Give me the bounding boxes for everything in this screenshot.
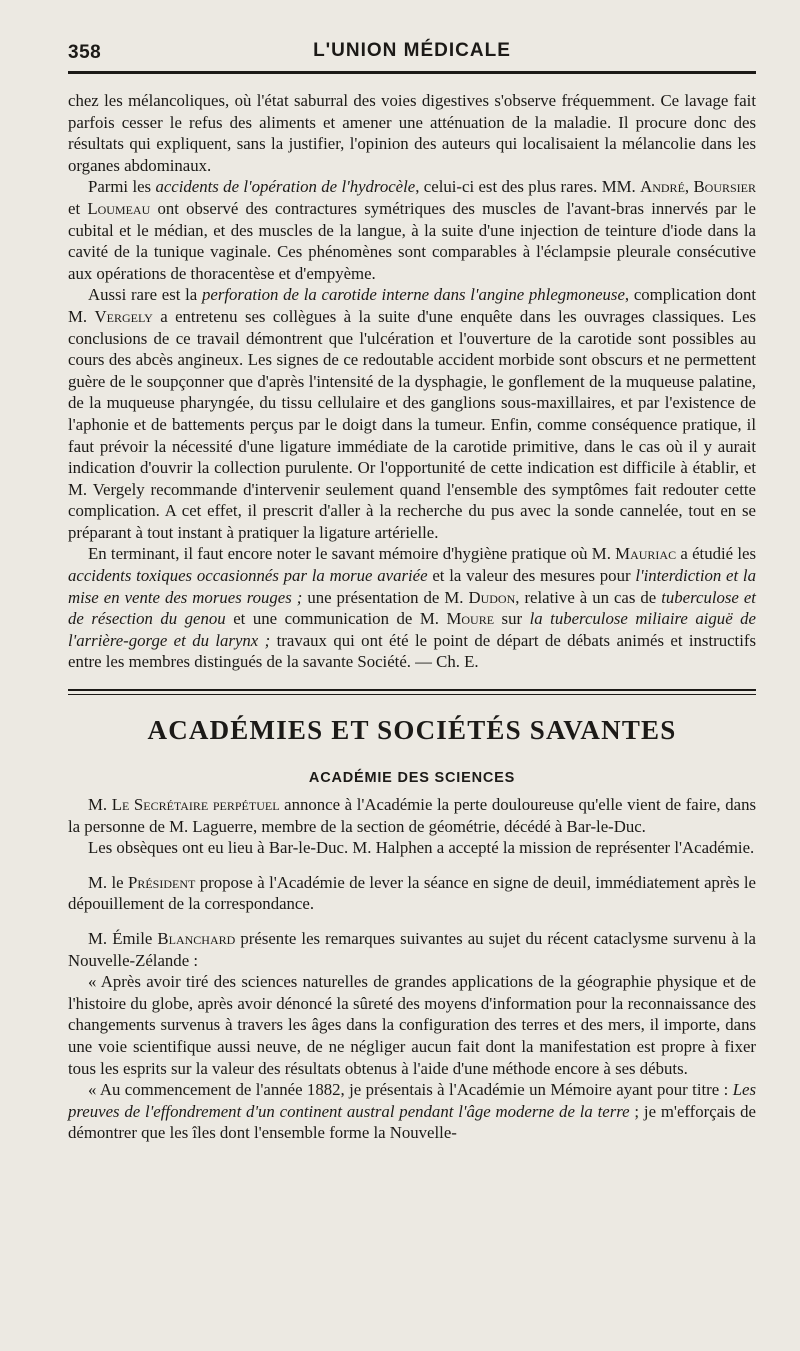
author-name: Moure [446, 609, 495, 629]
text-run: perforation de la carotide interne dans l'angine phlegmoneuse [201, 285, 625, 305]
section-subtitle: ACADÉMIE DES SCIENCES [308, 770, 516, 787]
text-run: présente les remarques suivantes au sujet du récent cataclysme survenu à la Nouvelle-Zélande : [68, 929, 757, 970]
paragraph-president [68, 872, 756, 915]
text-run: a entretenu ses collègues à la suite d'une enquête dans les ouvrages classiques. Les conclusions de ce travail démontrent que l'ulcération et l'ouverture de la carotide sont possibles au cours des abcès angineux. Les signes de ce redoutable accident morbide sont obscurs et ne permettent guère de le soupçonner que d'après l'intensité de la dysphagie, le gonflement de la muqueuse palatine, de la muqueuse pharyngée, du tissu cellulaire et des ganglions sous-maxillaires, et par l'existence de l'aphonie et de battements perçus par le doigt dans la tumeur. Enfin, comme conséquence pratique, il faut prévoir la nécessité d'une ligature immédiate de la carotide primitive, dans le cas où il y aurait indication d'ouvrir la collection purulente. Or l'opportunité de cette indication est difficile à établir, et M. Vergely recommande d'intervenir seulement quand l'ensemble des symptômes fait redouter cette complication. A cet effet, il prescrit d'aller à la recherche du pus avec la sonde cannelée, tout en se préparant à tout instant à pratiquer la ligature artérielle. [68, 306, 756, 542]
text-run: sur [494, 609, 530, 629]
text-run: travaux qui ont été le point de départ de débats animés et instructifs entre les membres distingués de la savante Société. — Ch. E. [68, 630, 757, 672]
author-name: Le Secrétaire perpétuel [111, 795, 280, 815]
text-run: M. Émile [88, 929, 158, 948]
page-number: 358 [68, 42, 102, 63]
text-run: propose à l'Académie de lever la séance en signe de deuil, immédiatement après le dépouillement de la correspondance. [68, 872, 757, 914]
text-run: M. [88, 795, 112, 815]
paragraph-hydrocele [68, 176, 756, 284]
text-run: une présentation de M. [302, 587, 469, 607]
text-run: chez les mélancoliques, où l'état saburral des voies digestives s'observe fréquemment. Ce lavage fait parfois cesser le refus des aliments et amener une atténuation de la maladie. Il procure donc des résultats qui expliquent, sans la justifier, l'opinion des auteurs qui localisaient la mélancolie dans les organes abdominaux. [68, 91, 756, 175]
journal-title: L'UNION MÉDICALE [313, 40, 511, 61]
author-name: Loumeau [87, 198, 151, 218]
author-name: Blanchard [157, 929, 236, 948]
text-run: , celui-ci est des plus rares. MM. [415, 177, 641, 197]
author-name: Mauriac [615, 544, 677, 564]
text-run: Les preuves de l'effondrement d'un continent austral pendant l'âge moderne de la terre [68, 1080, 756, 1121]
section-title: ACADÉMIES ET SOCIÉTÉS SAVANTES [147, 715, 677, 746]
text-run: accidents toxiques occasionnés par la morue avariée [68, 566, 428, 586]
header-rule [68, 71, 756, 74]
author-name: Vergely [94, 306, 153, 326]
text-run: et une communication de M. [225, 609, 447, 629]
text-run: ont observé des contractures symétriques des muscles de l'avant-bras innervés par le cubital et le médian, et des muscles de la langue, à la suite d'une injection de teinture d'iode dans la cavité de la tunique vaginale. Ces phénomènes sont comparables à l'éclampsie pleurale consécutive aux opérations de thoracentèse et d'empyème. [68, 198, 757, 283]
text-run: , complication dont M. [68, 285, 757, 326]
paragraph-blanchard [68, 928, 756, 971]
text-run: a étudié les [676, 544, 756, 564]
paragraph-quote-sciences [68, 971, 756, 1079]
text-run: , relative à un cas de [515, 587, 662, 607]
author-name: André [640, 177, 685, 197]
text-run: la tuberculose miliaire aiguë de l'arrière-gorge et du larynx ; [68, 609, 757, 650]
text-run: accidents de l'opération de l'hydrocèle [155, 177, 416, 197]
text-run: M. le [88, 872, 129, 892]
paragraph-quote-memoire [68, 1079, 756, 1144]
paragraph-obseques [68, 837, 756, 859]
text-run: et la valeur des mesures pour [427, 566, 636, 586]
text-run: et [68, 198, 88, 218]
paragraph-hygiene [68, 543, 756, 673]
section-divider [68, 689, 756, 695]
text-run: tuberculose et de résection du genou [68, 587, 756, 629]
text-run: Les obsèques ont eu lieu à Bar-le-Duc. M. Halphen a accepté la mission de représenter l'Académie. [88, 838, 755, 858]
text-run: Parmi les [88, 177, 156, 197]
text-run: annonce à l'Académie la perte douloureuse qu'elle vient de faire, dans la personne de M. Laguerre, membre de la section de géométrie, décédé à Bar-le-Duc. [68, 795, 756, 836]
text-run: En terminant, il faut encore noter le savant mémoire d'hygiène pratique où M. [88, 544, 616, 564]
text-run: « Au commencement de l'année 1882, je présentais à l'Académie un Mémoire ayant pour titre : [88, 1080, 733, 1100]
paragraph-secretaire [68, 794, 756, 837]
author-name: Président [128, 872, 196, 892]
text-run: , [684, 177, 694, 197]
author-name: Boursier [693, 177, 757, 197]
author-name: Dudon [468, 587, 516, 607]
text-run: ; je m'efforçais de démontrer que les îles dont l'ensemble forme la Nouvelle- [68, 1101, 756, 1143]
text-run: Aussi rare est la [88, 285, 202, 305]
paragraph-carotide [68, 284, 756, 543]
text-run: l'interdiction et la mise en vente des morues rouges ; [68, 566, 756, 607]
text-run: « Après avoir tiré des sciences naturelles de grandes applications de la géographie physique et de l'histoire du globe, après avoir dénoncé la sûreté des moyens d'information pour la reconnaissance des changements survenus à travers les âges dans la configuration des terres et des mers, il importe, dans une voie scientifique aussi neuve, de ne négliger aucun fait dont la manifestation est propre à fixer tous les esprits sur la valeur des résultats obtenus à l'aide d'une méthode encore à ses débuts. [68, 972, 756, 1078]
paragraph-melancolie [68, 90, 756, 176]
running-header [68, 38, 756, 68]
